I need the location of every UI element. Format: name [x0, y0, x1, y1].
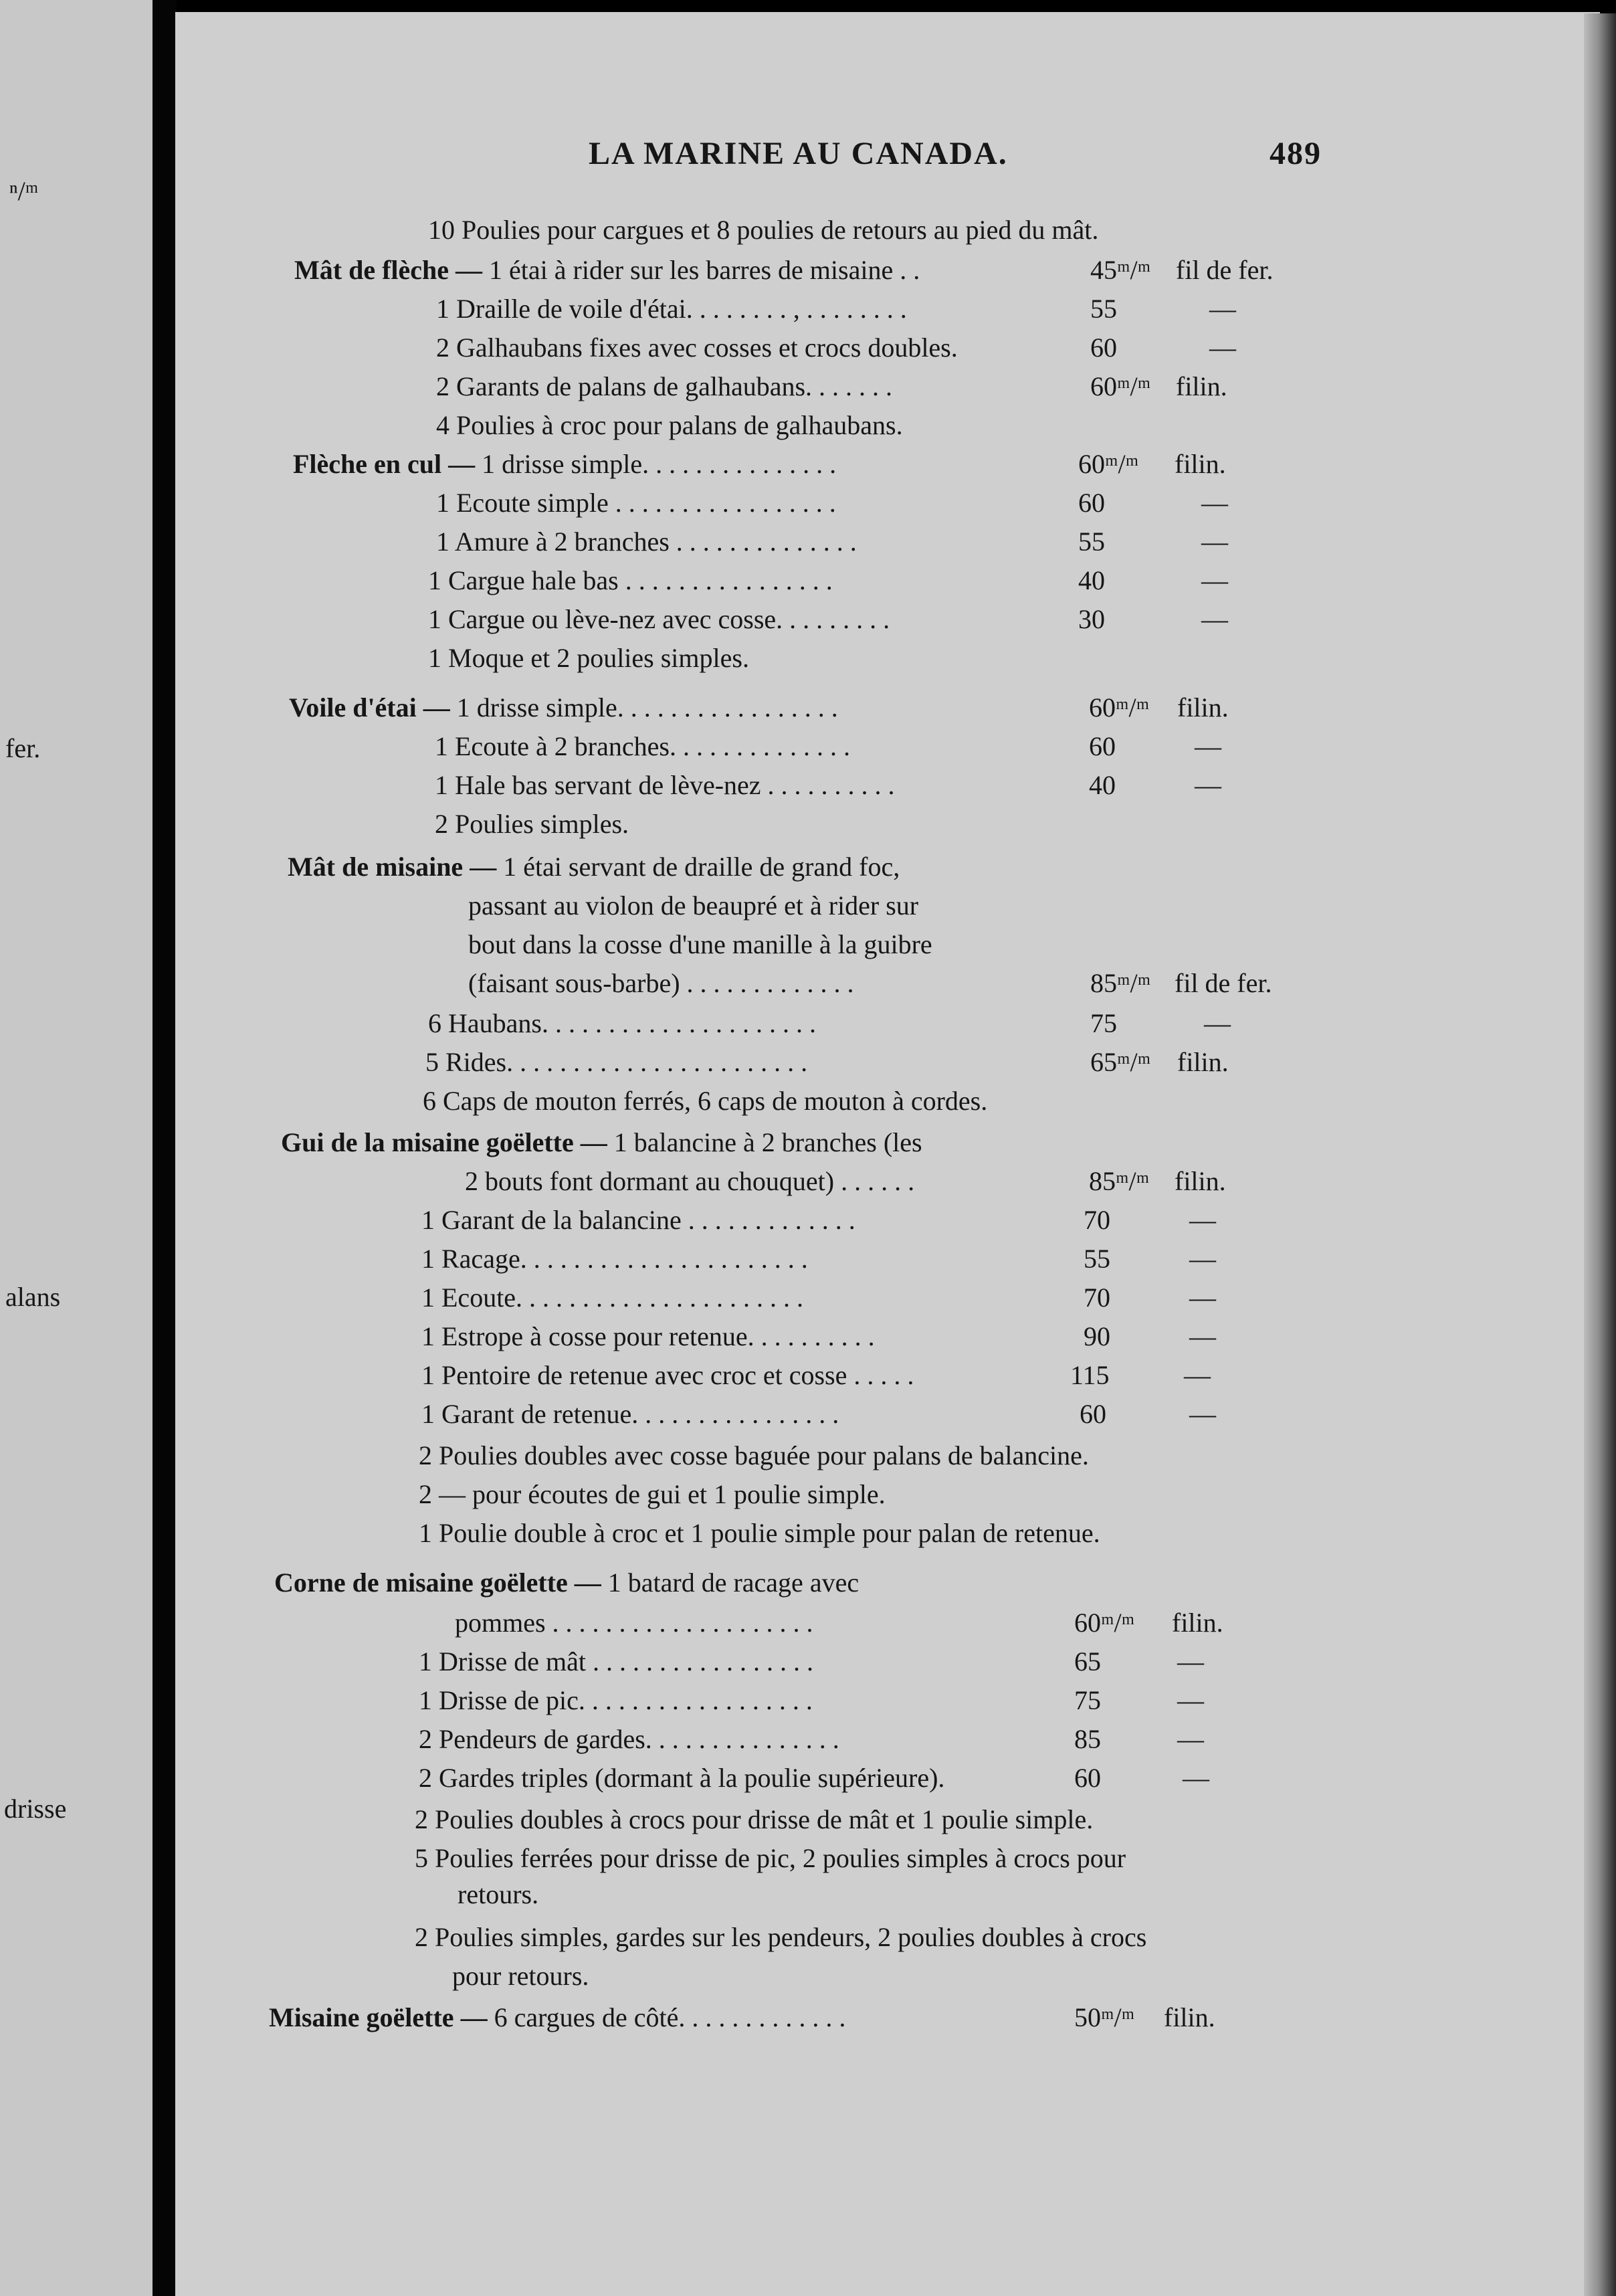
list-item	[428, 213, 1572, 248]
list-item	[269, 2000, 1051, 2035]
item-text: 1 Poulie double à croc et 1 poulie simple pour palan de retenue.	[419, 1518, 1100, 1548]
item-length: 55	[1078, 527, 1105, 557]
item-text: 1 balancine à 2 branches (les	[607, 1127, 922, 1157]
item-length: 75	[1074, 1685, 1101, 1715]
list-item	[436, 330, 1051, 365]
list-item	[421, 1319, 1051, 1354]
list-item	[421, 1242, 1051, 1276]
list-item	[419, 1516, 1572, 1551]
item-length: 50ᵐ/ᵐ	[1074, 2002, 1135, 2032]
item-length: 60	[1080, 1399, 1106, 1429]
item-length: 60	[1074, 1763, 1101, 1793]
list-item	[421, 1397, 1051, 1432]
item-text: 1 Ecoute à 2 branches. . . . . . . . . . . . . .	[435, 731, 850, 761]
item-text: pommes . . . . . . . . . . . . . . . . . . . .	[455, 1608, 813, 1638]
item-text: 2 Galhaubans fixes avec cosses et crocs doubles.	[436, 332, 958, 363]
item-text: 1 Draille de voile d'étai. . . . . . . . , . . . . . . . .	[436, 294, 907, 324]
item-text: 2 — pour écoutes de gui et 1 poulie simple.	[419, 1479, 886, 1509]
list-item	[419, 1438, 1572, 1473]
list-item	[435, 729, 1051, 764]
item-length: 40	[1089, 770, 1116, 800]
item-material: —	[1189, 1205, 1216, 1235]
item-text: 1 Drisse de mât . . . . . . . . . . . . . . . . .	[419, 1646, 813, 1677]
item-length: 30	[1078, 604, 1105, 634]
item-text: 1 Garant de retenue. . . . . . . . . . . . . . . .	[421, 1399, 839, 1429]
item-length: 60ᵐ/ᵐ	[1090, 371, 1151, 401]
list-item	[468, 966, 1051, 1001]
list-item	[288, 850, 1572, 884]
item-length: 65ᵐ/ᵐ	[1090, 1047, 1151, 1077]
item-material: filin.	[1175, 1166, 1226, 1196]
item-text: 1 Ecoute. . . . . . . . . . . . . . . . . . . . . .	[421, 1282, 804, 1313]
item-text: 1 Cargue hale bas . . . . . . . . . . . . . . . .	[428, 565, 833, 595]
item-length: 55	[1090, 294, 1117, 324]
list-item	[428, 602, 1051, 637]
list-item	[468, 888, 1572, 923]
item-text: 1 Estrope à cosse pour retenue. . . . . . . . . .	[421, 1321, 875, 1351]
item-text: 2 Pendeurs de gardes. . . . . . . . . . . . . . .	[419, 1724, 839, 1754]
item-material: —	[1177, 1646, 1204, 1677]
list-item	[415, 1802, 1572, 1837]
item-material: —	[1183, 1763, 1209, 1793]
list-item	[415, 1841, 1572, 1876]
page-number: 489	[1270, 136, 1322, 171]
list-item	[455, 1606, 1051, 1640]
item-text: pour retours.	[452, 1961, 589, 1991]
list-item	[425, 1045, 1051, 1080]
item-material: —	[1189, 1399, 1216, 1429]
item-text: 6 Haubans. . . . . . . . . . . . . . . . . . . . .	[428, 1008, 816, 1038]
item-material: fil de fer.	[1176, 255, 1274, 285]
list-item	[274, 1565, 1572, 1600]
list-item	[436, 524, 1051, 559]
item-length: 75	[1090, 1008, 1117, 1038]
item-material: —	[1177, 1724, 1204, 1754]
item-material: —	[1184, 1360, 1211, 1390]
section-heading: Gui de la misaine goëlette —	[281, 1127, 607, 1157]
item-text: 2 Poulies doubles à crocs pour drisse de mât et 1 poulie simple.	[415, 1804, 1094, 1834]
list-item	[419, 1761, 1051, 1796]
item-text: 5 Poulies ferrées pour drisse de pic, 2 poulies simples à crocs pour	[415, 1843, 1126, 1873]
item-text: 1 batard de racage avec	[601, 1567, 860, 1598]
item-material: —	[1189, 1244, 1216, 1274]
list-item	[419, 1477, 1572, 1512]
item-material: —	[1209, 294, 1236, 324]
item-length: 70	[1084, 1205, 1110, 1235]
item-text: 1 Ecoute simple . . . . . . . . . . . . . . . . .	[436, 488, 836, 518]
item-length: 85ᵐ/ᵐ	[1090, 968, 1151, 998]
item-text: 4 Poulies à croc pour palans de galhaubans.	[436, 410, 903, 440]
item-text: 5 Rides. . . . . . . . . . . . . . . . . . . . . . .	[425, 1047, 808, 1077]
item-length: 60ᵐ/ᵐ	[1074, 1608, 1135, 1638]
item-text: 1 Garant de la balancine . . . . . . . . . . . . .	[421, 1205, 855, 1235]
item-length: 115	[1070, 1360, 1110, 1390]
left-page-fragment: ⁿ/ᵐ	[9, 176, 39, 206]
item-material: —	[1195, 770, 1221, 800]
list-item	[421, 1358, 1051, 1393]
item-text: 1 Amure à 2 branches . . . . . . . . . . . . . .	[436, 527, 857, 557]
item-material: —	[1195, 731, 1221, 761]
item-material: filin.	[1177, 692, 1229, 723]
list-item	[415, 1920, 1572, 1955]
item-text: 2 Garants de palans de galhaubans. . . . . . .	[436, 371, 893, 401]
item-length: 70	[1084, 1282, 1110, 1313]
item-material: —	[1209, 332, 1236, 363]
item-text: 1 Moque et 2 poulies simples.	[428, 643, 749, 673]
item-length: 65	[1074, 1646, 1101, 1677]
item-material: filin.	[1175, 449, 1226, 479]
item-length: 40	[1078, 565, 1105, 595]
item-text: 1 Cargue ou lève-nez avec cosse. . . . . . . . .	[428, 604, 890, 634]
list-item	[419, 1683, 1051, 1718]
item-text: 1 Racage. . . . . . . . . . . . . . . . . . . . . .	[421, 1244, 808, 1274]
list-item	[468, 927, 1572, 962]
running-title: LA MARINE AU CANADA.	[589, 136, 1008, 171]
item-length: 85	[1074, 1724, 1101, 1754]
item-length: 55	[1084, 1244, 1110, 1274]
item-text: 1 Drisse de pic. . . . . . . . . . . . . . . . . .	[419, 1685, 813, 1715]
list-item	[428, 641, 1572, 676]
item-text: 2 bouts font dormant au chouquet) . . . . . .	[465, 1166, 915, 1196]
item-text: bout dans la cosse d'une manille à la guibre	[468, 929, 932, 959]
item-material: filin.	[1172, 1608, 1223, 1638]
list-item	[423, 1084, 1572, 1119]
list-item	[293, 447, 1051, 482]
item-text: 2 Poulies simples.	[435, 809, 629, 839]
list-item	[435, 807, 1572, 842]
left-page-fragment: fer.	[5, 733, 41, 763]
item-text: 1 étai servant de draille de grand foc,	[496, 852, 900, 882]
list-item	[452, 1959, 1572, 1994]
list-item	[289, 690, 1051, 725]
section-heading: Flèche en cul —	[293, 449, 476, 479]
section-heading: Corne de misaine goëlette —	[274, 1567, 601, 1598]
list-item	[281, 1125, 1572, 1160]
item-text: (faisant sous-barbe) . . . . . . . . . . . . .	[468, 968, 854, 998]
item-length: 60ᵐ/ᵐ	[1078, 449, 1139, 479]
item-material: —	[1201, 604, 1228, 634]
item-text: retours.	[458, 1879, 539, 1909]
list-item	[436, 408, 1572, 443]
list-item	[465, 1164, 1051, 1199]
section-heading: Mât de flèche —	[294, 255, 483, 285]
section-heading: Voile d'étai —	[289, 692, 450, 723]
item-length: 45ᵐ/ᵐ	[1090, 255, 1151, 285]
item-material: —	[1189, 1321, 1216, 1351]
item-length: 60	[1078, 488, 1105, 518]
list-item	[436, 369, 1051, 404]
list-item	[428, 563, 1051, 598]
item-text: 1 drisse simple. . . . . . . . . . . . . . . . .	[449, 692, 838, 723]
list-item	[421, 1203, 1051, 1238]
item-text: 2 Poulies doubles avec cosse baguée pour palans de balancine.	[419, 1440, 1089, 1470]
left-page-fragment: drisse	[4, 1794, 67, 1824]
item-text: 1 Hale bas servant de lève-nez . . . . . . . . . .	[435, 770, 895, 800]
list-item	[435, 768, 1051, 803]
item-material: —	[1177, 1685, 1204, 1715]
list-item	[458, 1877, 1572, 1912]
left-page-fragment: alans	[5, 1282, 61, 1312]
item-length: 85ᵐ/ᵐ	[1089, 1166, 1150, 1196]
item-length: 60ᵐ/ᵐ	[1089, 692, 1150, 723]
item-material: —	[1201, 488, 1228, 518]
item-material: filin.	[1176, 371, 1227, 401]
item-text: 1 Pentoire de retenue avec croc et cosse . . . . .	[421, 1360, 914, 1390]
item-text: 2 Gardes triples (dormant à la poulie supérieure).	[419, 1763, 945, 1793]
list-item	[419, 1722, 1051, 1757]
section-heading: Mât de misaine —	[288, 852, 497, 882]
item-material: —	[1204, 1008, 1231, 1038]
list-item	[436, 292, 1051, 326]
item-length: 60	[1090, 332, 1117, 363]
list-item	[294, 253, 1051, 288]
item-material: filin.	[1164, 2002, 1215, 2032]
item-text: 1 drisse simple. . . . . . . . . . . . . . .	[475, 449, 837, 479]
item-length: 90	[1084, 1321, 1110, 1351]
section-heading: Misaine goëlette —	[269, 2002, 488, 2032]
item-text: 6 Caps de mouton ferrés, 6 caps de mouton à cordes.	[423, 1086, 988, 1116]
item-text: 10 Poulies pour cargues et 8 poulies de retours au pied du mât.	[428, 215, 1099, 245]
list-item	[419, 1644, 1051, 1679]
item-material: —	[1201, 527, 1228, 557]
item-text: 6 cargues de côté. . . . . . . . . . . . .	[487, 2002, 846, 2032]
item-text: 2 Poulies simples, gardes sur les pendeurs, 2 poulies doubles à crocs	[415, 1922, 1147, 1952]
list-item	[428, 1006, 1051, 1041]
list-item	[436, 486, 1051, 520]
item-material: filin.	[1177, 1047, 1229, 1077]
item-text: passant au violon de beaupré et à rider sur	[468, 890, 919, 921]
item-length: 60	[1089, 731, 1116, 761]
list-item	[421, 1280, 1051, 1315]
item-material: —	[1189, 1282, 1216, 1313]
item-material: —	[1201, 565, 1228, 595]
item-text: 1 étai à rider sur les barres de misaine . .	[482, 255, 920, 285]
item-material: fil de fer.	[1175, 968, 1272, 998]
